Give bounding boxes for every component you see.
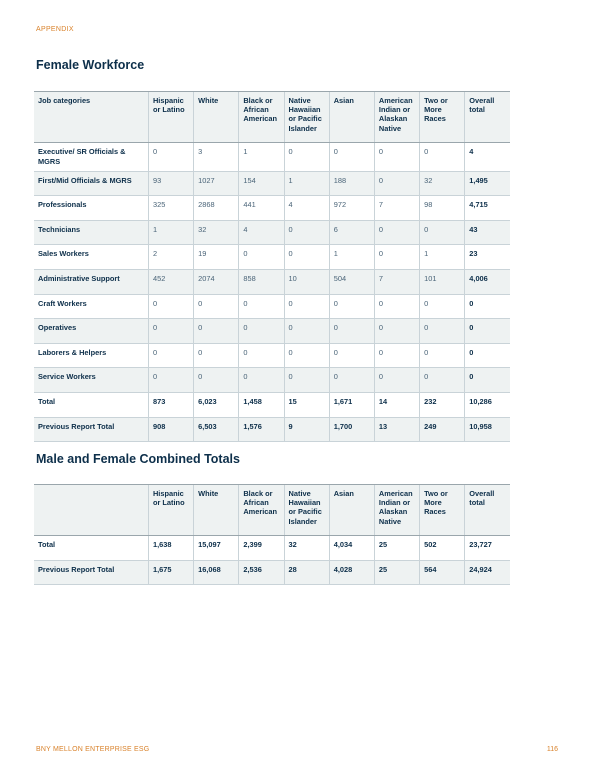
cell-value: 43 (465, 220, 510, 245)
cell-value: 1 (239, 143, 284, 172)
cell-value: 232 (420, 392, 465, 417)
column-header: American Indian or Alaskan Native (374, 485, 419, 536)
cell-value: 0 (148, 294, 193, 319)
cell-value: 0 (374, 343, 419, 368)
cell-value: 0 (239, 245, 284, 270)
cell-value: 1,671 (329, 392, 374, 417)
table-row (34, 269, 510, 294)
cell-value: 1,638 (148, 536, 193, 561)
cell-value: 188 (329, 171, 374, 196)
column-header: Overall total (465, 92, 510, 143)
cell-value: 28 (284, 560, 329, 585)
cell-value: 32 (194, 220, 239, 245)
cell-value: 4 (465, 143, 510, 172)
cell-value: 0 (284, 319, 329, 344)
table-row (34, 560, 510, 585)
cell-value: 1 (420, 245, 465, 270)
column-header: American Indian or Alaskan Native (374, 92, 419, 143)
table-row (34, 368, 510, 393)
section-tag: APPENDIX (36, 26, 74, 33)
cell-value: 23,727 (465, 536, 510, 561)
column-header: White (194, 485, 239, 536)
cell-value: 564 (420, 560, 465, 585)
cell-value: 0 (374, 171, 419, 196)
cell-value: 0 (374, 245, 419, 270)
cell-value: 0 (284, 245, 329, 270)
cell-value: 1,700 (329, 417, 374, 442)
cell-value: 7 (374, 196, 419, 221)
cell-value: 0 (374, 319, 419, 344)
cell-value: 0 (194, 294, 239, 319)
cell-value: 1027 (194, 171, 239, 196)
column-header: Overall total (465, 485, 510, 536)
column-header: Native Hawaiian or Pacific Islander (284, 92, 329, 143)
table-row (34, 536, 510, 561)
cell-value: 154 (239, 171, 284, 196)
cell-value: 98 (420, 196, 465, 221)
column-header: Hispanic or Latino (148, 92, 193, 143)
cell-value: 0 (374, 368, 419, 393)
cell-value: 0 (374, 294, 419, 319)
cell-value: 0 (239, 343, 284, 368)
cell-value: 4 (284, 196, 329, 221)
combined-totals-table (34, 484, 510, 585)
cell-value: 0 (329, 343, 374, 368)
table-row (34, 392, 510, 417)
cell-value: 6,503 (194, 417, 239, 442)
cell-value: 6 (329, 220, 374, 245)
cell-value: 0 (420, 343, 465, 368)
cell-value: 1,576 (239, 417, 284, 442)
cell-value: 249 (420, 417, 465, 442)
cell-value: 3 (194, 143, 239, 172)
cell-value: 0 (465, 343, 510, 368)
cell-value: 10,958 (465, 417, 510, 442)
row-label: Total (34, 392, 148, 417)
cell-value: 0 (284, 368, 329, 393)
table-row (34, 220, 510, 245)
cell-value: 4,715 (465, 196, 510, 221)
cell-value: 14 (374, 392, 419, 417)
female-workforce-table (34, 91, 510, 442)
cell-value: 0 (239, 294, 284, 319)
cell-value: 15 (284, 392, 329, 417)
cell-value: 25 (374, 536, 419, 561)
cell-value: 7 (374, 269, 419, 294)
footer-brand: BNY MELLON ENTERPRISE ESG (36, 746, 150, 753)
row-label: Sales Workers (34, 245, 148, 270)
cell-value: 1 (284, 171, 329, 196)
cell-value: 502 (420, 536, 465, 561)
row-label: Administrative Support (34, 269, 148, 294)
cell-value: 0 (329, 294, 374, 319)
cell-value: 0 (329, 319, 374, 344)
cell-value: 452 (148, 269, 193, 294)
cell-value: 9 (284, 417, 329, 442)
row-label: Craft Workers (34, 294, 148, 319)
cell-value: 0 (284, 343, 329, 368)
cell-value: 24,924 (465, 560, 510, 585)
cell-value: 4,028 (329, 560, 374, 585)
cell-value: 0 (420, 220, 465, 245)
cell-value: 0 (420, 143, 465, 172)
cell-value: 2868 (194, 196, 239, 221)
cell-value: 0 (329, 368, 374, 393)
column-header (34, 485, 148, 536)
table-row (34, 196, 510, 221)
row-label: Service Workers (34, 368, 148, 393)
cell-value: 0 (284, 220, 329, 245)
column-header: Asian (329, 485, 374, 536)
cell-value: 0 (194, 368, 239, 393)
cell-value: 0 (148, 343, 193, 368)
cell-value: 0 (194, 343, 239, 368)
combined-header-row (34, 485, 510, 536)
cell-value: 4,034 (329, 536, 374, 561)
page-number: 116 (546, 746, 558, 753)
table-row (34, 143, 510, 172)
row-label: Previous Report Total (34, 417, 148, 442)
cell-value: 1 (329, 245, 374, 270)
table-row (34, 245, 510, 270)
cell-value: 0 (329, 143, 374, 172)
row-label: Laborers & Helpers (34, 343, 148, 368)
column-header: Job categories (34, 92, 148, 143)
cell-value: 23 (465, 245, 510, 270)
cell-value: 93 (148, 171, 193, 196)
cell-value: 0 (148, 368, 193, 393)
table-row (34, 171, 510, 196)
column-header: Two or More Races (420, 92, 465, 143)
cell-value: 0 (239, 368, 284, 393)
cell-value: 2074 (194, 269, 239, 294)
row-label: Total (34, 536, 148, 561)
cell-value: 908 (148, 417, 193, 442)
column-header: Black or African American (239, 92, 284, 143)
cell-value: 0 (420, 294, 465, 319)
cell-value: 2,399 (239, 536, 284, 561)
cell-value: 0 (374, 220, 419, 245)
combined-totals-title: Male and Female Combined Totals (36, 452, 240, 466)
cell-value: 13 (374, 417, 419, 442)
cell-value: 0 (420, 319, 465, 344)
table-row (34, 319, 510, 344)
cell-value: 6,023 (194, 392, 239, 417)
cell-value: 504 (329, 269, 374, 294)
table-row (34, 417, 510, 442)
cell-value: 32 (284, 536, 329, 561)
cell-value: 858 (239, 269, 284, 294)
female-workforce-title: Female Workforce (36, 58, 145, 72)
cell-value: 873 (148, 392, 193, 417)
cell-value: 32 (420, 171, 465, 196)
cell-value: 0 (374, 143, 419, 172)
cell-value: 1,675 (148, 560, 193, 585)
table-row (34, 294, 510, 319)
column-header: Two or More Races (420, 485, 465, 536)
row-label: First/Mid Officials & MGRS (34, 171, 148, 196)
cell-value: 0 (465, 319, 510, 344)
cell-value: 0 (284, 294, 329, 319)
cell-value: 25 (374, 560, 419, 585)
cell-value: 19 (194, 245, 239, 270)
row-label: Previous Report Total (34, 560, 148, 585)
column-header: White (194, 92, 239, 143)
cell-value: 0 (420, 368, 465, 393)
cell-value: 0 (465, 294, 510, 319)
cell-value: 1 (148, 220, 193, 245)
cell-value: 4,006 (465, 269, 510, 294)
cell-value: 10 (284, 269, 329, 294)
cell-value: 0 (284, 143, 329, 172)
row-label: Operatives (34, 319, 148, 344)
cell-value: 325 (148, 196, 193, 221)
cell-value: 0 (465, 368, 510, 393)
row-label: Executive/ SR Officials & MGRS (34, 143, 148, 172)
cell-value: 2 (148, 245, 193, 270)
cell-value: 1,458 (239, 392, 284, 417)
cell-value: 0 (148, 143, 193, 172)
cell-value: 16,068 (194, 560, 239, 585)
cell-value: 101 (420, 269, 465, 294)
female-header-row (34, 92, 510, 143)
column-header: Native Hawaiian or Pacific Islander (284, 485, 329, 536)
row-label: Technicians (34, 220, 148, 245)
column-header: Hispanic or Latino (148, 485, 193, 536)
cell-value: 0 (148, 319, 193, 344)
column-header: Black or African American (239, 485, 284, 536)
table-row (34, 343, 510, 368)
column-header: Asian (329, 92, 374, 143)
cell-value: 0 (194, 319, 239, 344)
cell-value: 15,097 (194, 536, 239, 561)
cell-value: 4 (239, 220, 284, 245)
cell-value: 441 (239, 196, 284, 221)
cell-value: 2,536 (239, 560, 284, 585)
cell-value: 1,495 (465, 171, 510, 196)
cell-value: 10,286 (465, 392, 510, 417)
cell-value: 0 (239, 319, 284, 344)
cell-value: 972 (329, 196, 374, 221)
row-label: Professionals (34, 196, 148, 221)
